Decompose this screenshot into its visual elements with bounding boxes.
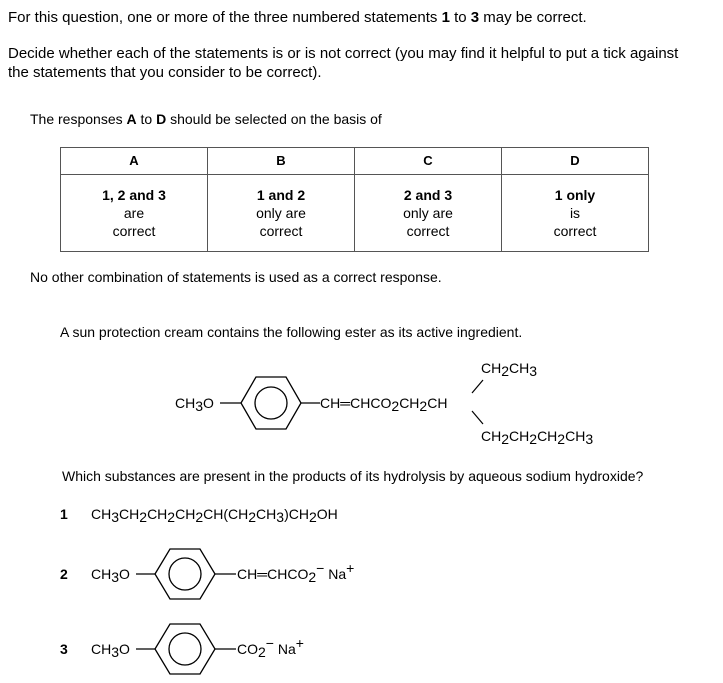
cell-second: are <box>123 205 145 221</box>
question-prompt: Which substances are present in the products of its hydrolysis by aqueous sodium hydroxide? <box>62 468 644 484</box>
statement-3-number: 3 <box>60 641 68 657</box>
header-d: D <box>502 148 649 175</box>
cell-first: 1 only <box>554 187 596 203</box>
intro-line-2: Decide whether each of the statements is or is not correct (you may find it helpful to put a tick against <box>8 45 679 62</box>
statement-2-left-group: CH3O <box>91 566 130 585</box>
ester-chain: CH═CHCO2CH2CH <box>320 395 448 414</box>
intro-line-3: the statements that you consider to be correct). <box>8 64 322 81</box>
cell-third: correct <box>112 223 156 239</box>
cell-third: correct <box>259 223 303 239</box>
ester-upper-branch: CH2CH3 <box>481 360 538 379</box>
statement-2-right-group: CH═CHCO2− Na+ <box>237 560 355 585</box>
response-letter: D <box>156 111 167 127</box>
intro-text: to <box>449 9 471 26</box>
intro-text: For this question, one or more of the three numbered statements <box>8 9 442 26</box>
statement-3-right-group: CO2− Na+ <box>237 635 304 660</box>
header-a: A <box>61 148 208 175</box>
statement-2-number: 2 <box>60 566 68 582</box>
cell-first: 1, 2 and 3 <box>102 187 166 203</box>
question-stem: A sun protection cream contains the following ester as its active ingredient. <box>60 324 523 340</box>
basis-text: The responses <box>30 111 127 127</box>
statement-number: 1 <box>441 9 450 26</box>
cell-second: only are <box>403 205 453 221</box>
no-other-combination: No other combination of statements is used as a correct response. <box>30 269 442 285</box>
basis-text: should be selected on the basis of <box>166 111 382 127</box>
statement-number: 3 <box>470 9 480 26</box>
basis-text: to <box>136 111 157 127</box>
intro-text: may be correct. <box>479 9 587 26</box>
statement-3-left-group: CH3O <box>91 641 130 660</box>
response-letter: A <box>126 111 137 127</box>
cell-third: correct <box>553 223 597 239</box>
cell-second: only are <box>256 205 306 221</box>
statement-1-formula: CH3CH2CH2CH2CH(CH2CH3)CH2OH <box>91 506 338 525</box>
ester-left-group: CH3O <box>175 395 214 414</box>
statement-1-number: 1 <box>60 506 68 522</box>
cell-second: is <box>569 205 581 221</box>
header-b: B <box>208 148 355 175</box>
cell-third: correct <box>406 223 450 239</box>
cell-first: 2 and 3 <box>403 187 453 203</box>
benzene-ring <box>155 624 215 674</box>
ester-lower-branch: CH2CH2CH2CH3 <box>481 428 594 447</box>
cell-first: 1 and 2 <box>256 187 306 203</box>
header-c: C <box>355 148 502 175</box>
